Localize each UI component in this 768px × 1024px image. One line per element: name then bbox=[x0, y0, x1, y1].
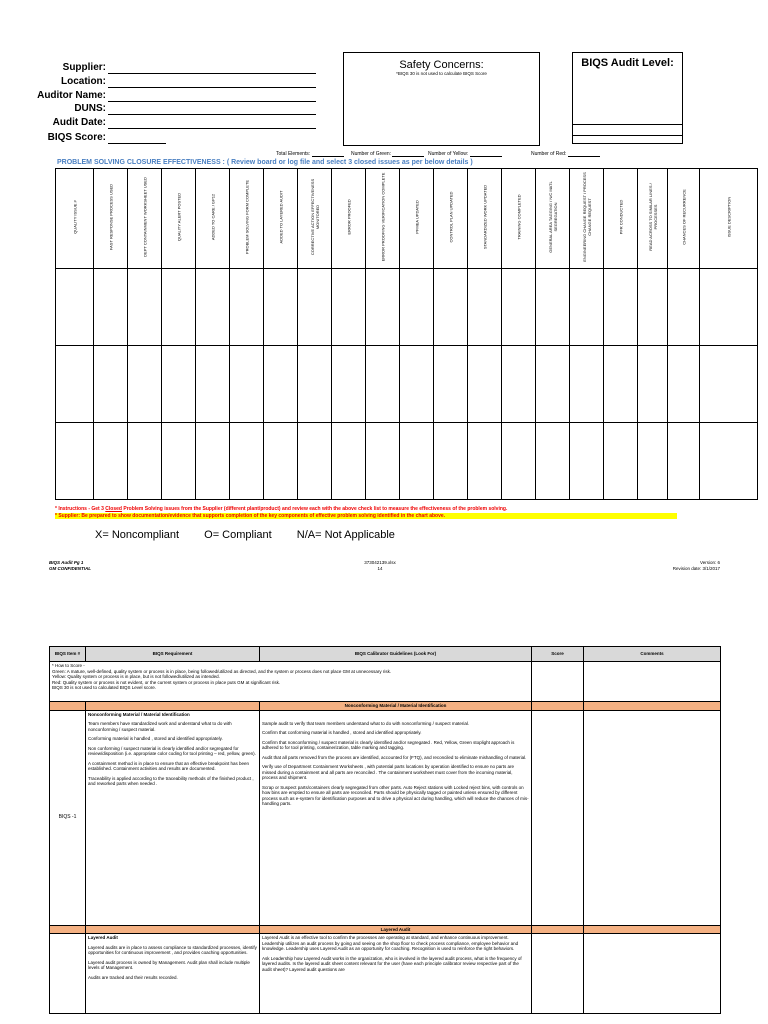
instructions-line-1 bbox=[55, 506, 677, 512]
grid-header-cell bbox=[536, 169, 570, 269]
grid-header-cell bbox=[468, 169, 502, 269]
grid-header-cell bbox=[298, 169, 332, 269]
grid-cell[interactable] bbox=[668, 346, 700, 423]
layered-audit-req-3: Audits are tracked and their results recorded. bbox=[88, 974, 178, 980]
instructions-closed: Closed bbox=[105, 506, 122, 512]
grid-header-label: PROBLEM SOLVING FORM COMPLETE bbox=[244, 179, 249, 255]
grid-cell[interactable] bbox=[230, 346, 264, 423]
grid-cell[interactable] bbox=[668, 269, 700, 346]
layered-audit-guide-1: Layered Audit is an effective tool to confirm the processes are operating at standard, and enhance continuous improvement. Leadership utilizes an audit process by going and seeing on the shop floor to check process compliance, employee behavior and knowledge. Leadership uses Layered Audit as an opportunity for coaching. Recognition is used to reinforce the right behaviors. bbox=[262, 935, 519, 951]
grid-header-label: FAST RESPONSE PROCESS USED bbox=[108, 183, 113, 251]
header-comments: Comments bbox=[584, 647, 721, 662]
layered-audit-comments[interactable] bbox=[584, 934, 721, 1014]
grid-cell[interactable] bbox=[700, 423, 758, 500]
grid-cell[interactable] bbox=[700, 269, 758, 346]
biqs-1-row bbox=[50, 710, 721, 925]
grid-header-cell bbox=[56, 169, 94, 269]
layered-audit-guidelines bbox=[260, 934, 532, 1014]
biqs-level-divider-2 bbox=[573, 135, 682, 136]
grid-header-cell bbox=[230, 169, 264, 269]
grid-cell[interactable] bbox=[298, 346, 332, 423]
section-title-layered-audit: Layered Audit bbox=[260, 925, 532, 934]
number-of-yellow bbox=[428, 151, 502, 157]
grid-cell[interactable] bbox=[94, 423, 128, 500]
grid-cell[interactable] bbox=[128, 346, 162, 423]
grid-cell[interactable] bbox=[264, 346, 298, 423]
grid-cell[interactable] bbox=[298, 269, 332, 346]
layered-audit-guide-2: Ask Leadership how Layered Audit works in the organization, who is involved in the layered audit process, what is the frequency of layered audits. Is the layered audit sheet content relevant for the user (have each principle calibrator review respective part of the audit sheet)? Layered audit questions are bbox=[262, 955, 522, 972]
grid-cell[interactable] bbox=[570, 423, 604, 500]
problem-solving-grid bbox=[55, 168, 758, 500]
how-to-score-red: Red: Quality system or process is not evident, or the current system or process in place puts GM at significant risk. bbox=[52, 679, 281, 685]
how-to-score-green: Green: A mature, well-defined, quality system or process is in place, being followed/utilized as directed, and the system or process does not place GM at unnecessary risk. bbox=[52, 668, 392, 674]
footer-right bbox=[620, 560, 720, 572]
how-to-score-row bbox=[50, 662, 721, 702]
grid-cell[interactable] bbox=[162, 346, 196, 423]
section-row-layered-audit bbox=[50, 925, 721, 934]
grid-cell[interactable] bbox=[604, 423, 638, 500]
grid-cell[interactable] bbox=[128, 269, 162, 346]
grid-data-row bbox=[56, 269, 758, 346]
biqs-1-guide-4: Audit that all parts removed from the process are identified, accounted for (FTQ), and reconciled to eliminate mishandling of material. bbox=[262, 754, 527, 760]
footer-confidential: GM CONFIDENTIAL bbox=[49, 566, 91, 571]
grid-header-label: STANDARDIZED WORK UPDATED bbox=[482, 184, 487, 250]
grid-header-label: TRAINING COMPLETED bbox=[516, 194, 521, 240]
biqs-1-score[interactable] bbox=[532, 710, 584, 925]
location-label: Location: bbox=[61, 76, 106, 87]
total-elements-label: Total Elements: bbox=[276, 151, 311, 157]
grid-cell[interactable] bbox=[536, 346, 570, 423]
instructions-prefix: * Instructions - Get 3 bbox=[55, 506, 106, 512]
biqs-score-label: BIQS Score: bbox=[47, 132, 106, 143]
biqs-1-guide-5: Verify use of Department Containment Worksheets , with potential parts locations by operation identified to ensure no parts are missed during a containment and all parts are reconciled . The containment worksheet must cover from the incoming material, process and shipment. bbox=[262, 764, 515, 780]
biqs-audit-level-box[interactable] bbox=[572, 52, 683, 144]
requirements-table bbox=[49, 646, 721, 1014]
section-row-nonconforming bbox=[50, 702, 721, 711]
grid-cell[interactable] bbox=[468, 423, 502, 500]
number-of-green bbox=[351, 151, 424, 157]
biqs-audit-level-title: BIQS Audit Level: bbox=[581, 57, 674, 69]
legend-noncompliant: X= Noncompliant bbox=[95, 529, 180, 541]
grid-header-label: ENGINEERING CHANGE REQUEST / PROCESS CHANGE REQUEST bbox=[581, 172, 592, 262]
biqs-1-guide-1: Sample audit to verify that team members understand what to do with nonconforming / suspect material. bbox=[262, 720, 470, 726]
grid-header-cell bbox=[366, 169, 400, 269]
grid-cell[interactable] bbox=[536, 269, 570, 346]
total-elements bbox=[276, 151, 344, 157]
grid-header-cell bbox=[570, 169, 604, 269]
grid-header-label: ERROR PROOFED bbox=[346, 199, 351, 235]
grid-cell[interactable] bbox=[502, 346, 536, 423]
footer-left bbox=[49, 560, 91, 572]
section-title-nonconforming: Nonconforming Material / Material Identification bbox=[260, 702, 532, 711]
grid-cell[interactable] bbox=[570, 269, 604, 346]
legend-compliant: O= Compliant bbox=[204, 529, 272, 541]
duns-label: DUNS: bbox=[74, 103, 106, 114]
how-to-score-yellow: Yellow: Quality system or process is in place, but is not followed/utilized as intended. bbox=[52, 674, 220, 679]
how-to-score-score bbox=[532, 662, 584, 702]
biqs-1-requirements bbox=[86, 710, 260, 925]
grid-cell[interactable] bbox=[638, 346, 668, 423]
grid-cell[interactable] bbox=[230, 269, 264, 346]
footer-version: Version: 6 bbox=[699, 560, 720, 565]
grid-cell[interactable] bbox=[332, 269, 366, 346]
biqs-1-item: BIQS -1 bbox=[50, 710, 86, 925]
biqs-score-line[interactable] bbox=[108, 132, 166, 144]
grid-header-cell bbox=[94, 169, 128, 269]
grid-cell[interactable] bbox=[298, 423, 332, 500]
grid-cell[interactable] bbox=[264, 269, 298, 346]
grid-header-cell bbox=[434, 169, 468, 269]
biqs-1-req-1: Team members have standardized work and understand what to do with nonconforming / suspect material. bbox=[88, 721, 232, 732]
grid-header-cell bbox=[128, 169, 162, 269]
grid-header-cell bbox=[196, 169, 230, 269]
header-requirement: BIQS Requirement bbox=[86, 647, 260, 662]
auditor-name-label: Auditor Name: bbox=[37, 90, 106, 101]
grid-header-cell bbox=[502, 169, 536, 269]
grid-header-row bbox=[56, 169, 758, 269]
grid-cell[interactable] bbox=[128, 423, 162, 500]
grid-cell[interactable] bbox=[94, 346, 128, 423]
supplier-label: Supplier: bbox=[62, 62, 106, 73]
grid-header-label: GENERAL AREA TAGGING / N/C MATL SEGREGATION bbox=[547, 181, 558, 253]
grid-header-label: CHANCES OF RECURRENCE bbox=[681, 189, 686, 245]
audit-date-label: Audit Date: bbox=[52, 117, 106, 128]
grid-header-cell bbox=[162, 169, 196, 269]
grid-cell[interactable] bbox=[604, 346, 638, 423]
grid-header-label: READ ACROSS TO SIMILAR LINES / PROCESSES bbox=[647, 183, 658, 251]
footer-filename: 373042139.xlsx bbox=[364, 560, 396, 565]
grid-header-label: ERROR PROOFING VERIFICATION COMPLETE bbox=[380, 172, 385, 262]
grid-cell[interactable] bbox=[468, 269, 502, 346]
biqs-1-req-3: Non conforming / suspect material is clearly identified and/or segregated for review/disposition (i.e. appropriate color coding for tool printing – red, yellow, green). bbox=[88, 745, 256, 756]
layered-audit-req-2: Layered audit process is owned by Management. Audit plan shall include multiple levels of Management. bbox=[88, 959, 250, 970]
grid-cell[interactable] bbox=[400, 423, 434, 500]
biqs-1-req-4: A containment method is in place to ensure that an effective breakpoint has been established. Containment activities and results are documented. bbox=[88, 760, 250, 771]
grid-data-row bbox=[56, 346, 758, 423]
safety-concerns-box[interactable] bbox=[343, 52, 540, 146]
grid-header-cell bbox=[332, 169, 366, 269]
how-to-score-heading: * How to Score - bbox=[52, 663, 85, 668]
grid-cell[interactable] bbox=[434, 423, 468, 500]
layered-audit-requirements bbox=[86, 934, 260, 1014]
biqs-1-guide-2: Confirm that conforming material is handled , stored and identified appropriately. bbox=[262, 730, 422, 735]
layered-audit-subtitle: Layered Audit bbox=[88, 935, 118, 940]
header-item: BIQS Item # bbox=[50, 647, 86, 662]
instructions-line-2: * Supplier: Be prepared to show documentation/evidence that supports completion of the key components of effective problem solving identified in the chart above. bbox=[55, 513, 677, 519]
grid-header-label: DEPT CONTAINMENT WORKSHEET USED bbox=[142, 177, 147, 257]
layered-audit-score[interactable] bbox=[532, 934, 584, 1014]
footer-center bbox=[330, 560, 430, 572]
grid-cell[interactable] bbox=[668, 423, 700, 500]
biqs-1-req-5: Traceability is applied according to the traceability methods of the finished product , and reworked parts when needed . bbox=[88, 775, 254, 786]
footer-sheet-number: 14 bbox=[377, 566, 383, 571]
biqs-1-guidelines bbox=[260, 710, 532, 925]
how-to-score-cell bbox=[50, 662, 532, 702]
grid-header-cell bbox=[668, 169, 700, 269]
grid-cell[interactable] bbox=[366, 346, 400, 423]
how-to-score-comments bbox=[584, 662, 721, 702]
biqs-1-guide-6: Scrap or Suspect parts/containers clearly segregated from other parts. Auto Reject stations with Locked reject bins, with controls on how bins are emptied to ensure all parts are reconciled. Parts should be physically tagged or painted unless ensured by different process such as e-system for identification purposes and to drive a physical act during handling, which will reduce the chances of mis-handling parts. bbox=[262, 784, 529, 806]
grid-cell[interactable] bbox=[434, 269, 468, 346]
grid-header-label: CORRECTIVE ACTION EFFECTIVENESS MONITORED bbox=[309, 178, 320, 256]
grid-cell[interactable] bbox=[196, 346, 230, 423]
grid-cell[interactable] bbox=[468, 346, 502, 423]
grid-cell[interactable] bbox=[366, 269, 400, 346]
footer-revision-date: Revision date: 3/1/2017 bbox=[672, 566, 720, 571]
safety-concerns-title: Safety Concerns: bbox=[399, 59, 484, 71]
grid-cell[interactable] bbox=[162, 269, 196, 346]
safety-concerns-note: *BIQS 30 is not used to calculate BIQS Score bbox=[396, 71, 487, 76]
header-score: Score bbox=[532, 647, 584, 662]
instructions-suffix: Problem Solving issues from the Supplier (different plant/product) and review each with the above check list to measure the effectiveness of the problem solving. bbox=[121, 506, 508, 512]
grid-header-label: QUALITY ISSUE # bbox=[72, 200, 77, 234]
biqs-1-req-2: Conforming material is handled , stored and identified appropriately. bbox=[88, 736, 223, 741]
grid-cell[interactable] bbox=[700, 346, 758, 423]
grid-header-label: ADDED TO LAYERED AUDIT bbox=[278, 190, 283, 244]
grid-cell[interactable] bbox=[196, 423, 230, 500]
layered-audit-row bbox=[50, 934, 721, 1014]
grid-header-label: PFMEA UPDATED bbox=[414, 200, 419, 234]
grid-data-row bbox=[56, 423, 758, 500]
layered-audit-req-1: Layered audits are in place to assess compliance to standardized processes, identify opportunities for continuous improvement , and provides coaching opportunities. bbox=[88, 944, 257, 955]
grid-cell[interactable] bbox=[230, 423, 264, 500]
grid-cell[interactable] bbox=[400, 269, 434, 346]
score-legend bbox=[95, 529, 417, 541]
how-to-score-note: BIQS 30 is not used to calculated BIQS Level score. bbox=[52, 685, 157, 690]
grid-cell[interactable] bbox=[196, 269, 230, 346]
layered-audit-item bbox=[50, 934, 86, 1014]
grid-header-label: ISSUE DESCRIPTION bbox=[726, 196, 731, 238]
grid-header-cell bbox=[400, 169, 434, 269]
grid-header-label: QUALITY ALERT POSTED bbox=[176, 192, 181, 242]
grid-cell[interactable] bbox=[56, 423, 94, 500]
grid-cell[interactable] bbox=[56, 269, 94, 346]
biqs-score-field[interactable] bbox=[30, 126, 320, 144]
grid-cell[interactable] bbox=[366, 423, 400, 500]
biqs-1-subtitle: Nonconforming Material / Material Identification bbox=[88, 711, 190, 717]
grid-cell[interactable] bbox=[638, 269, 668, 346]
grid-cell[interactable] bbox=[56, 346, 94, 423]
grid-cell[interactable] bbox=[536, 423, 570, 500]
grid-cell[interactable] bbox=[332, 423, 366, 500]
problem-solving-title: PROBLEM SOLVING CLOSURE EFFECTIVENESS : ( Review board or log file and select 3 closed issues as per below details ) bbox=[57, 159, 473, 166]
grid-cell[interactable] bbox=[332, 346, 366, 423]
number-of-yellow-label: Number of Yellow: bbox=[428, 151, 469, 157]
grid-cell[interactable] bbox=[570, 346, 604, 423]
header-guidelines: BIQS Calibrator Guidelines (Look For) bbox=[260, 647, 532, 662]
grid-cell[interactable] bbox=[638, 423, 668, 500]
grid-header-cell bbox=[638, 169, 668, 269]
number-of-red bbox=[531, 151, 600, 157]
biqs-1-comments[interactable] bbox=[584, 710, 721, 925]
grid-header-label: ADDED TO CARE / GP12 bbox=[210, 193, 215, 241]
grid-cell[interactable] bbox=[502, 269, 536, 346]
number-of-green-label: Number of Green: bbox=[351, 151, 392, 157]
grid-cell[interactable] bbox=[434, 346, 468, 423]
grid-header-label: CONTROL PLAN UPDATED bbox=[448, 191, 453, 243]
grid-cell[interactable] bbox=[502, 423, 536, 500]
grid-header-cell bbox=[604, 169, 638, 269]
grid-cell[interactable] bbox=[94, 269, 128, 346]
footer-page: BIQS Audit Pg 1 bbox=[49, 560, 84, 565]
grid-cell[interactable] bbox=[264, 423, 298, 500]
grid-cell[interactable] bbox=[162, 423, 196, 500]
grid-header-label: PFR CONDUCTED bbox=[618, 199, 623, 235]
legend-not-applicable: N/A= Not Applicable bbox=[296, 529, 395, 541]
grid-cell[interactable] bbox=[400, 346, 434, 423]
grid-cell[interactable] bbox=[604, 269, 638, 346]
number-of-red-label: Number of Red: bbox=[531, 151, 567, 157]
grid-header-cell bbox=[700, 169, 758, 269]
biqs-level-divider-1 bbox=[573, 124, 682, 125]
grid-header-cell bbox=[264, 169, 298, 269]
requirements-header-row bbox=[50, 647, 721, 662]
biqs-1-guide-3: Confirm that nonconforming / suspect material is clearly identified and/or segregated . Red, Yellow, Green stoplight approach is adhered to for tool printing, containerization, table marking and tagging. bbox=[262, 739, 515, 750]
